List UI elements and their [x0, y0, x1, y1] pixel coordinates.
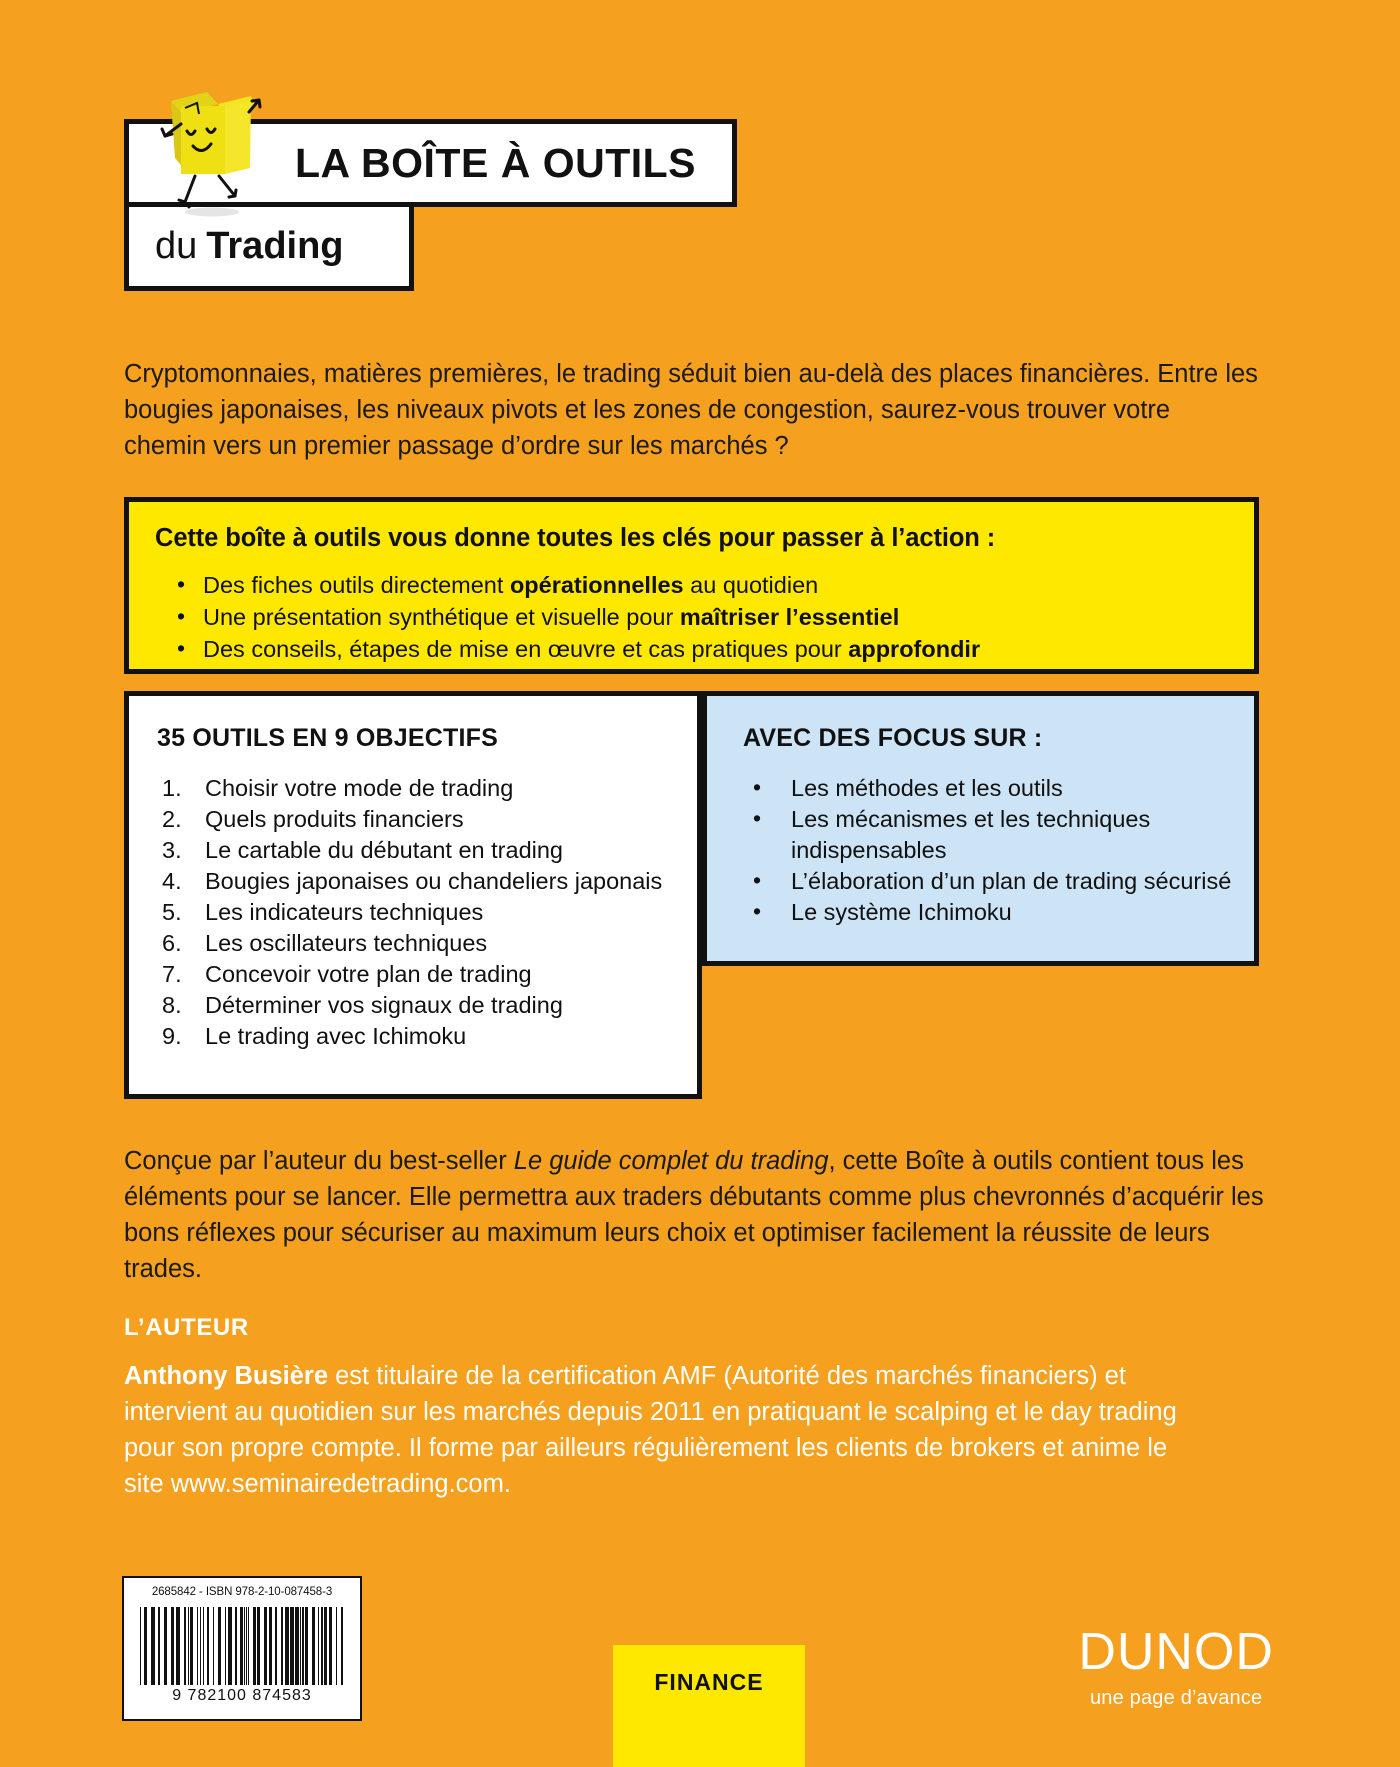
toolbox-mascot-icon [155, 84, 265, 219]
collection-title: LA BOÎTE À OUTILS [295, 139, 697, 186]
list-item: Quels produits financiers [205, 806, 464, 832]
list-item [155, 601, 1228, 633]
focus-box [702, 691, 1259, 966]
intro-paragraph: Cryptomonnaies, matières premières, le trading séduit bien au-delà des places financières. Entre les bougies japonaises, les niveaux pivots et les zones de congestion, saurez-vous trouver votre chemin vers un premier passage d’ordre sur les marchés ? [124, 360, 1258, 460]
list-item [155, 633, 1228, 665]
list-item: • Le système Ichimoku [743, 897, 1234, 928]
bullet-text-before: Une présentation synthétique et visuelle pour [203, 604, 680, 630]
list-item: Les indicateurs techniques [205, 899, 484, 925]
barcode-bars [140, 1607, 344, 1685]
isbn-barcode [122, 1576, 362, 1721]
list-item: • Les mécanismes et les techniques indispensables [743, 804, 1234, 866]
bullet-text-strong: maîtriser l’essentiel [679, 604, 900, 630]
category-tab-label: FINANCE [654, 1669, 764, 1695]
list-item: • Les méthodes et les outils [743, 773, 1234, 804]
focus-heading: AVEC DES FOCUS SUR : [743, 724, 1043, 752]
bullet-text-after: au quotidien [683, 572, 819, 598]
author-section-heading: L’AUTEUR [124, 1314, 249, 1341]
referenced-book-title: Le guide complet du trading [513, 1147, 829, 1175]
key-benefits-list [155, 569, 1228, 665]
key-benefits-heading: Cette boîte à outils vous donne toutes les clés pour passer à l’action : [155, 524, 996, 552]
list-item: Le trading avec Ichimoku [205, 1023, 467, 1049]
subtitle-bar [124, 207, 414, 291]
publisher-logo [1078, 1623, 1274, 1710]
bullet-text-before: Des fiches outils directement [203, 572, 510, 598]
subtitle-prefix: du [155, 225, 198, 267]
author-bio-text: est titulaire de la certification AMF (Autorité des marchés financiers) et intervient au quotidien sur les marchés depuis 2011 en pratiquant le scalping et le day trading pour son propre compte. Il forme par ailleurs régulièrement les clients de brokers et anime le site www.seminairedetrading.com. [124, 1362, 1177, 1498]
list-item: • L’élaboration d’un plan de trading sécurisé [743, 866, 1234, 897]
list-item: Déterminer vos signaux de trading [205, 992, 563, 1018]
category-tab-finance [613, 1645, 805, 1767]
author-bio [124, 1358, 1184, 1502]
list-item: Les oscillateurs techniques [205, 930, 488, 956]
bullet-text-before: Des conseils, étapes de mise en œuvre et cas pratiques pour [203, 636, 849, 662]
isbn-label: 2685842 - ISBN 978-2-10-087458-3 [151, 1586, 333, 1598]
list-item: Bougies japonaises ou chandeliers japonais [205, 868, 663, 894]
list-item: Concevoir votre plan de trading [205, 961, 532, 987]
tools-heading: 35 OUTILS EN 9 OBJECTIFS [157, 724, 498, 752]
description-paragraph [124, 1143, 1264, 1287]
bullet-text-strong: opérationnelles [509, 572, 684, 598]
description-part2: , cette Boîte à outils contient tous les éléments pour se lancer. Elle permettra aux traders débutants comme plus chevronnés d’acquérir les bons réflexes pour sécuriser au maximum leurs choix et optimiser facilement la réussite de leurs trades. [124, 1147, 1264, 1283]
barcode-number: 9 782100 874583 [172, 1687, 312, 1704]
list-item: Le cartable du débutant en trading [205, 837, 563, 863]
tools-summary-box [124, 691, 702, 1099]
focus-list [743, 773, 1234, 928]
publisher-tagline: une page d’avance [1089, 1687, 1263, 1709]
subtitle-topic: Trading [206, 225, 344, 267]
key-benefits-box [124, 497, 1259, 674]
tools-list [157, 773, 675, 1052]
description-part1: Conçue par l’auteur du best-seller [124, 1147, 514, 1175]
author-name: Anthony Busière [124, 1362, 329, 1390]
list-item: Choisir votre mode de trading [205, 775, 514, 801]
publisher-wordmark: DUNOD [1078, 1623, 1274, 1681]
bullet-text-strong: approfondir [848, 636, 981, 662]
list-item [155, 569, 1228, 601]
